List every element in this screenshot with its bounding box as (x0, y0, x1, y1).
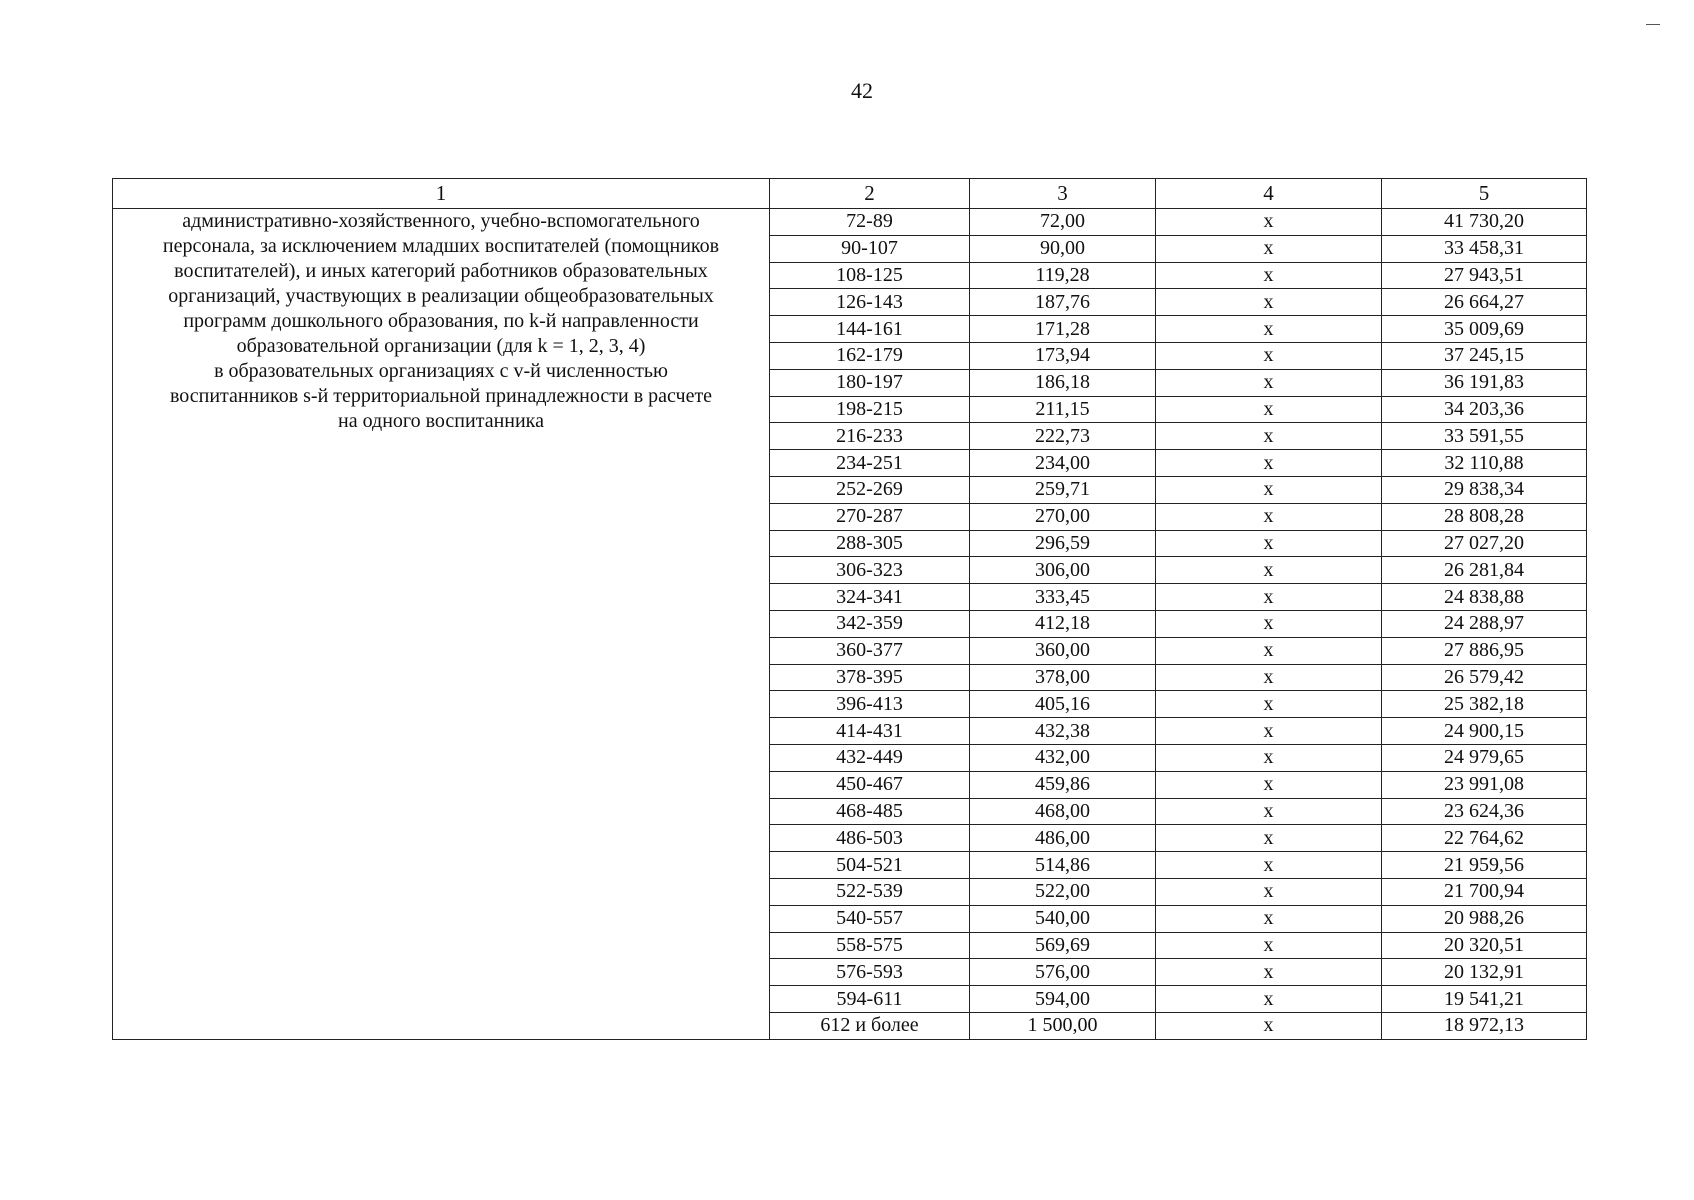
cell-value-3: 296,59 (970, 530, 1156, 557)
cell-value-3: 119,28 (970, 262, 1156, 289)
cell-value-5: 19 541,21 (1382, 986, 1587, 1013)
cell-range: 126-143 (770, 289, 970, 316)
header-cell-3: 3 (970, 179, 1156, 209)
description-line: воспитанников s-й территориальной принадлежности в расчете (169, 385, 713, 407)
cell-range: 378-395 (770, 664, 970, 691)
cell-range: 90-107 (770, 235, 970, 262)
cell-value-3: 187,76 (970, 289, 1156, 316)
cell-value-5: 26 281,84 (1382, 557, 1587, 584)
cell-value-4: х (1156, 235, 1382, 262)
cell-value-5: 21 700,94 (1382, 878, 1587, 905)
cell-value-3: 432,38 (970, 718, 1156, 745)
cell-value-5: 32 110,88 (1382, 450, 1587, 477)
cell-range: 432-449 (770, 744, 970, 771)
header-cell-2: 2 (770, 179, 970, 209)
cell-value-3: 486,00 (970, 825, 1156, 852)
cell-range: 234-251 (770, 450, 970, 477)
cell-range: 324-341 (770, 584, 970, 611)
cell-value-4: х (1156, 825, 1382, 852)
cell-value-4: х (1156, 423, 1382, 450)
cell-value-5: 24 900,15 (1382, 718, 1587, 745)
cell-value-3: 360,00 (970, 637, 1156, 664)
cell-value-4: х (1156, 986, 1382, 1013)
cell-value-5: 18 972,13 (1382, 1012, 1587, 1039)
cell-value-5: 35 009,69 (1382, 316, 1587, 343)
cell-value-3: 1 500,00 (970, 1012, 1156, 1039)
cell-value-5: 21 959,56 (1382, 852, 1587, 879)
cell-value-3: 576,00 (970, 959, 1156, 986)
cell-value-3: 306,00 (970, 557, 1156, 584)
cell-value-3: 173,94 (970, 342, 1156, 369)
cell-value-3: 259,71 (970, 476, 1156, 503)
cell-value-3: 333,45 (970, 584, 1156, 611)
cell-value-5: 23 991,08 (1382, 771, 1587, 798)
cell-value-3: 270,00 (970, 503, 1156, 530)
cell-value-4: х (1156, 289, 1382, 316)
header-cell-1: 1 (113, 179, 770, 209)
cell-range: 522-539 (770, 878, 970, 905)
cell-range: 216-233 (770, 423, 970, 450)
cell-range: 414-431 (770, 718, 970, 745)
cell-range: 342-359 (770, 610, 970, 637)
cell-value-3: 459,86 (970, 771, 1156, 798)
cell-value-5: 26 579,42 (1382, 664, 1587, 691)
cell-value-5: 27 886,95 (1382, 637, 1587, 664)
cell-value-4: х (1156, 798, 1382, 825)
header-row (113, 179, 1587, 209)
cell-value-4: х (1156, 744, 1382, 771)
cell-value-5: 24 979,65 (1382, 744, 1587, 771)
cell-value-3: 522,00 (970, 878, 1156, 905)
cell-value-4: х (1156, 476, 1382, 503)
description-line: организаций, участвующих в реализации общеобразовательных (168, 285, 714, 307)
cell-value-3: 222,73 (970, 423, 1156, 450)
cell-value-3: 186,18 (970, 369, 1156, 396)
cell-value-3: 540,00 (970, 905, 1156, 932)
cell-value-5: 20 988,26 (1382, 905, 1587, 932)
cell-range: 108-125 (770, 262, 970, 289)
cell-range: 468-485 (770, 798, 970, 825)
cell-value-5: 28 808,28 (1382, 503, 1587, 530)
cell-value-5: 20 132,91 (1382, 959, 1587, 986)
table-row (113, 209, 1587, 236)
cell-value-4: х (1156, 878, 1382, 905)
cell-range: 180-197 (770, 369, 970, 396)
cell-value-3: 432,00 (970, 744, 1156, 771)
cell-value-4: х (1156, 396, 1382, 423)
description-line: административно-хозяйственного, учебно-вспомогательного (182, 210, 700, 232)
cell-value-4: х (1156, 718, 1382, 745)
cell-value-3: 378,00 (970, 664, 1156, 691)
cell-value-4: х (1156, 610, 1382, 637)
cell-value-3: 594,00 (970, 986, 1156, 1013)
cell-value-4: х (1156, 530, 1382, 557)
cell-value-4: х (1156, 691, 1382, 718)
cell-range: 540-557 (770, 905, 970, 932)
cell-value-5: 26 664,27 (1382, 289, 1587, 316)
cell-value-5: 36 191,83 (1382, 369, 1587, 396)
cell-range: 288-305 (770, 530, 970, 557)
cell-range: 396-413 (770, 691, 970, 718)
cell-value-5: 20 320,51 (1382, 932, 1587, 959)
scan-mark (1646, 24, 1660, 25)
cell-value-5: 27 943,51 (1382, 262, 1587, 289)
cell-value-4: х (1156, 1012, 1382, 1039)
header-cell-4: 4 (1156, 179, 1382, 209)
cell-range: 576-593 (770, 959, 970, 986)
description-line: программ дошкольного образования, по k-й направленности (183, 310, 699, 332)
cell-value-3: 90,00 (970, 235, 1156, 262)
cell-value-4: х (1156, 342, 1382, 369)
cell-value-4: х (1156, 852, 1382, 879)
cell-value-3: 211,15 (970, 396, 1156, 423)
cell-value-5: 22 764,62 (1382, 825, 1587, 852)
cell-range: 612 и более (770, 1012, 970, 1039)
cell-value-3: 514,86 (970, 852, 1156, 879)
cell-range: 450-467 (770, 771, 970, 798)
cell-range: 198-215 (770, 396, 970, 423)
cell-range: 360-377 (770, 637, 970, 664)
cell-range: 270-287 (770, 503, 970, 530)
cell-value-4: х (1156, 664, 1382, 691)
cell-value-3: 569,69 (970, 932, 1156, 959)
data-table (112, 178, 1587, 1040)
cell-value-3: 72,00 (970, 209, 1156, 236)
cell-value-5: 34 203,36 (1382, 396, 1587, 423)
cell-value-4: х (1156, 905, 1382, 932)
cell-range: 72-89 (770, 209, 970, 236)
cell-value-4: х (1156, 584, 1382, 611)
cell-value-4: х (1156, 771, 1382, 798)
cell-value-5: 33 458,31 (1382, 235, 1587, 262)
cell-value-5: 41 730,20 (1382, 209, 1587, 236)
cell-value-5: 29 838,34 (1382, 476, 1587, 503)
page-number: 42 (851, 78, 873, 103)
cell-value-4: х (1156, 503, 1382, 530)
cell-value-3: 412,18 (970, 610, 1156, 637)
cell-value-4: х (1156, 450, 1382, 477)
cell-value-5: 27 027,20 (1382, 530, 1587, 557)
cell-range: 558-575 (770, 932, 970, 959)
cell-value-5: 37 245,15 (1382, 342, 1587, 369)
cell-value-4: х (1156, 262, 1382, 289)
cell-range: 162-179 (770, 342, 970, 369)
header-cell-5: 5 (1382, 179, 1587, 209)
cell-value-4: х (1156, 557, 1382, 584)
cell-value-3: 234,00 (970, 450, 1156, 477)
cell-range: 252-269 (770, 476, 970, 503)
description-line: на одного воспитанника (338, 410, 544, 432)
cell-value-5: 24 288,97 (1382, 610, 1587, 637)
cell-range: 306-323 (770, 557, 970, 584)
cell-value-4: х (1156, 316, 1382, 343)
cell-range: 144-161 (770, 316, 970, 343)
description-line: в образовательных организациях с v-й численностью (214, 360, 668, 382)
cell-range: 504-521 (770, 852, 970, 879)
description-line: персонала, за исключением младших воспитателей (помощников (162, 235, 720, 257)
description-line: воспитателей), и иных категорий работников образовательных (174, 260, 708, 282)
cell-range: 486-503 (770, 825, 970, 852)
cell-value-4: х (1156, 209, 1382, 236)
cell-value-4: х (1156, 959, 1382, 986)
cell-value-3: 171,28 (970, 316, 1156, 343)
cell-value-5: 24 838,88 (1382, 584, 1587, 611)
cell-value-5: 25 382,18 (1382, 691, 1587, 718)
cell-value-4: х (1156, 637, 1382, 664)
cell-value-5: 33 591,55 (1382, 423, 1587, 450)
cell-value-3: 468,00 (970, 798, 1156, 825)
description-line: образовательной организации (для k = 1, 2, 3, 4) (236, 335, 646, 357)
cell-range: 594-611 (770, 986, 970, 1013)
cell-value-3: 405,16 (970, 691, 1156, 718)
cell-value-4: х (1156, 369, 1382, 396)
cell-value-4: х (1156, 932, 1382, 959)
indicator-description (113, 209, 770, 1040)
cell-value-5: 23 624,36 (1382, 798, 1587, 825)
